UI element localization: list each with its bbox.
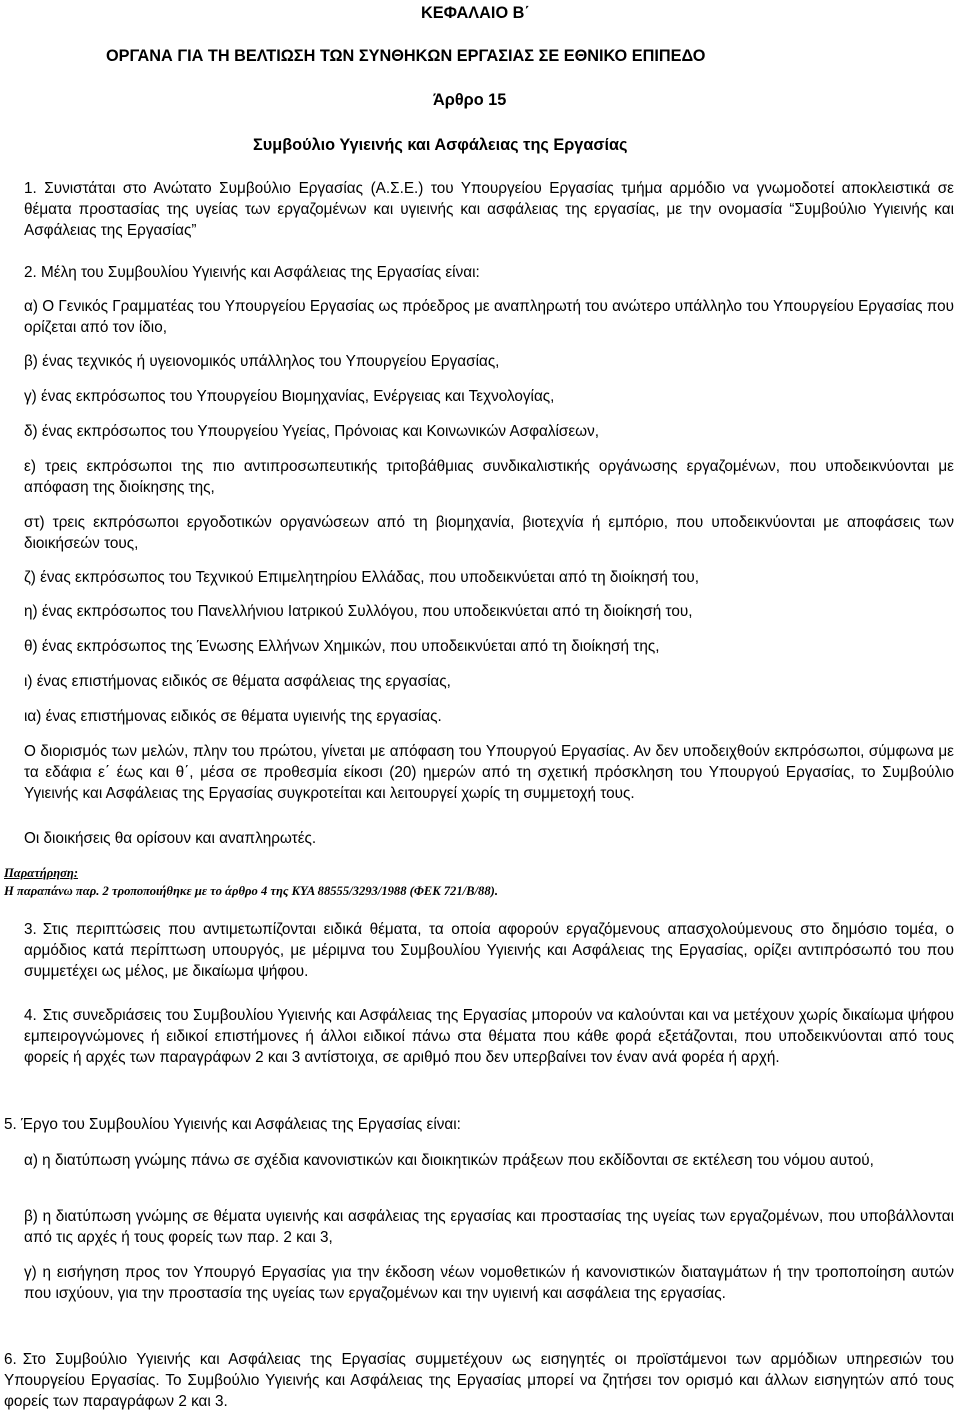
note-title: Παρατήρηση:: [4, 866, 79, 880]
paragraph-2-intro: 2. Μέλη του Συμβουλίου Υγιεινής και Ασφάλειας της Εργασίας είναι:: [24, 264, 480, 281]
paragraph-2-admins: Οι διοικήσεις θα ορίσουν και αναπληρωτές.: [24, 830, 317, 847]
paragraph-3-number: 3.: [24, 921, 37, 938]
list-item-i: ι) ένας επιστήμονας ειδικός σε θέματα ασφάλειας της εργασίας,: [24, 673, 451, 690]
list-item-st: στ) τρεις εκπρόσωποι εργοδοτικών οργανώσεων από τη βιομηχανία, βιοτεχνία ή εμπόριο, που υποδεικνύονται με αποφάσεις των διοικήσεών τους,: [24, 514, 954, 552]
list-item-d: δ) ένας εκπρόσωπος του Υπουργείου Υγείας, Πρόνοιας και Κοινωνικών Ασφαλίσεων,: [24, 423, 600, 440]
list-item-th: θ) ένας εκπρόσωπος της Ένωσης Ελλήνων Χημικών, που υποδεικνύεται από τη διοίκησή της,: [24, 638, 660, 655]
article-number: Άρθρο 15: [433, 91, 507, 109]
list-item-c: γ) ένας εκπρόσωπος του Υπουργείου Βιομηχανίας, Ενέργειας και Τεχνολογίας,: [24, 388, 555, 405]
list-item-a: α) Ο Γενικός Γραμματέας του Υπουργείου Εργασίας ως πρόεδρος με αναπληρωτή του ανώτερο υπάλληλο του Υπουργείου Εργασίας που ορίζεται από τον ίδιο,: [24, 298, 954, 336]
chapter-title: ΟΡΓΑΝΑ ΓΙΑ ΤΗ ΒΕΛΤΙΩΣΗ ΤΩΝ ΣΥΝΘΗΚΩΝ ΕΡΓΑΣΙΑΣ ΣΕ ΕΘΝΙΚΟ ΕΠΙΠΕΔΟ: [106, 47, 706, 65]
paragraph-2-closing: Ο διορισμός των μελών, πλην του πρώτου, γίνεται με απόφαση του Υπουργού Εργασίας. Αν δεν υποδειχθούν εκπρόσωποι, σύμφωνα με τα εδάφια ε΄ έως και θ΄, μέσα σε προθεσμία είκοσι (20) ημερών από τη σχετική πρόσκληση του Υπουργού Εργασίας, το Συμβούλιο Υγιεινής και Ασφάλειας της Εργασίας συγκροτείται και λειτουργεί χωρίς τη συμμετοχή τους.: [24, 743, 954, 802]
task-item-c: γ) η εισήγηση προς τον Υπουργό Εργασίας για την έκδοση νέων νομοθετικών ή κανονιστικών διαταγμάτων ή την τροποποίηση αυτών που ισχύουν, για την προστασία της υγείας των εργαζομένων και την υγιεινή και ασφάλεια της εργασίας.: [24, 1264, 954, 1302]
paragraph-4-text: Στις συνεδριάσεις του Συμβουλίου Υγιεινής και Ασφάλειας της Εργασίας μπορούν να καλούνται και να μετέχουν χωρίς δικαίωμα ψήφου εμπειρογνώμονες ή ειδικοί επιστήμονες ή άλλοι ειδικοί πάνω στα θέματα που κάθε φορά εξετάζονται, που υποδεικνύονται από τους φορείς ή αρχές των παραγράφων 2 και 3 αντίστοιχα, σε αριθμό που δεν υπερβαίνει τον έναν ανά φορέα ή αρχή.: [24, 1007, 954, 1066]
list-item-e: ε) τρεις εκπρόσωποι της πιο αντιπροσωπευτικής τριτοβάθμιας συνδικαλιστικής οργάνωσης εργαζομένων, που υποδεικνύονται με απόφαση της διοίκησης της,: [24, 458, 954, 496]
paragraph-1: 1. Συνιστάται στο Ανώτατο Συμβούλιο Εργασίας (Α.Σ.Ε.) του Υπουργείου Εργασίας τμήμα αρμόδιο να γνωμοδοτεί αποκλειστικά σε θέματα προστασίας της υγείας των εργαζομένων και υγιεινής και ασφάλειας της εργασίας, με την ονομασία “Συμβούλιο Υγιεινής και Ασφάλειας της Εργασίας”: [24, 180, 954, 239]
list-item-b: β) ένας τεχνικός ή υγειονομικός υπάλληλος του Υπουργείου Εργασίας,: [24, 353, 500, 370]
paragraph-6-text: Στο Συμβούλιο Υγιεινής και Ασφάλειας της Εργασίας συμμετέχουν ως εισηγητές οι προϊστάμενοι των αρμόδιων υπηρεσιών του Υπουργείου Εργασίας. Το Συμβούλιο Υγιεινής και Ασφάλειας της Εργασίας μπορεί να ζητήσει τον ορισμό και άλλων εισηγητών από τους φορείς των παραγράφων 2 και 3.: [4, 1351, 954, 1410]
task-item-a: α) η διατύπωση γνώμης πάνω σε σχέδια κανονιστικών και διοικητικών πράξεων που εκδίδονται σε εκτέλεση του νόμου αυτού,: [24, 1152, 874, 1169]
list-item-h: η) ένας εκπρόσωπος του Πανελλήνιου Ιατρικού Συλλόγου, που υποδεικνύεται από τη διοίκησή του,: [24, 603, 693, 620]
chapter-heading: ΚΕΦΑΛΑΙΟ Β΄: [421, 4, 530, 22]
task-item-b: β) η διατύπωση γνώμης σε θέματα υγιεινής και ασφάλειας της εργασίας και προστασίας της υγείας των εργαζομένων, που υποβάλλονται από τις αρχές ή τους φορείς των παρ. 2 και 3,: [24, 1208, 954, 1246]
list-item-z: ζ) ένας εκπρόσωπος του Τεχνικού Επιμελητηρίου Ελλάδας, που υποδεικνύεται από τη διοίκησή του,: [24, 569, 700, 586]
list-item-ia: ια) ένας επιστήμονας ειδικός σε θέματα υγιεινής της εργασίας.: [24, 708, 442, 725]
article-title: Συμβούλιο Υγιεινής και Ασφάλειας της Εργασίας: [253, 136, 628, 154]
paragraph-3-text: Στις περιπτώσεις που αντιμετωπίζονται ειδικά θέματα, τα οποία αφορούν εργαζόμενους απασχολούμενους στο δημόσιο τομέα, ο αρμόδιος κατά περίπτωση υπουργός, με μέριμνα του Συμβουλίου Υγιεινής και Ασφάλειας της Εργασίας, ορίζει αντιπρόσωπό του που συμμετέχει ως μέλος, με δικαίωμα ψήφου.: [24, 921, 954, 980]
paragraph-6: [4, 1349, 954, 1413]
paragraph-5-intro: 5. Έργο του Συμβουλίου Υγιεινής και Ασφάλειας της Εργασίας είναι:: [4, 1116, 461, 1133]
note-text: Η παραπάνω παρ. 2 τροποποιήθηκε με το άρθρο 4 της ΚΥΑ 88555/3293/1988 (ΦΕΚ 721/Β/88).: [4, 884, 498, 898]
paragraph-4: [24, 1005, 954, 1091]
paragraph-3: [24, 919, 954, 983]
paragraph-6-number: 6.: [4, 1351, 17, 1368]
paragraph-4-number: 4.: [24, 1007, 37, 1024]
